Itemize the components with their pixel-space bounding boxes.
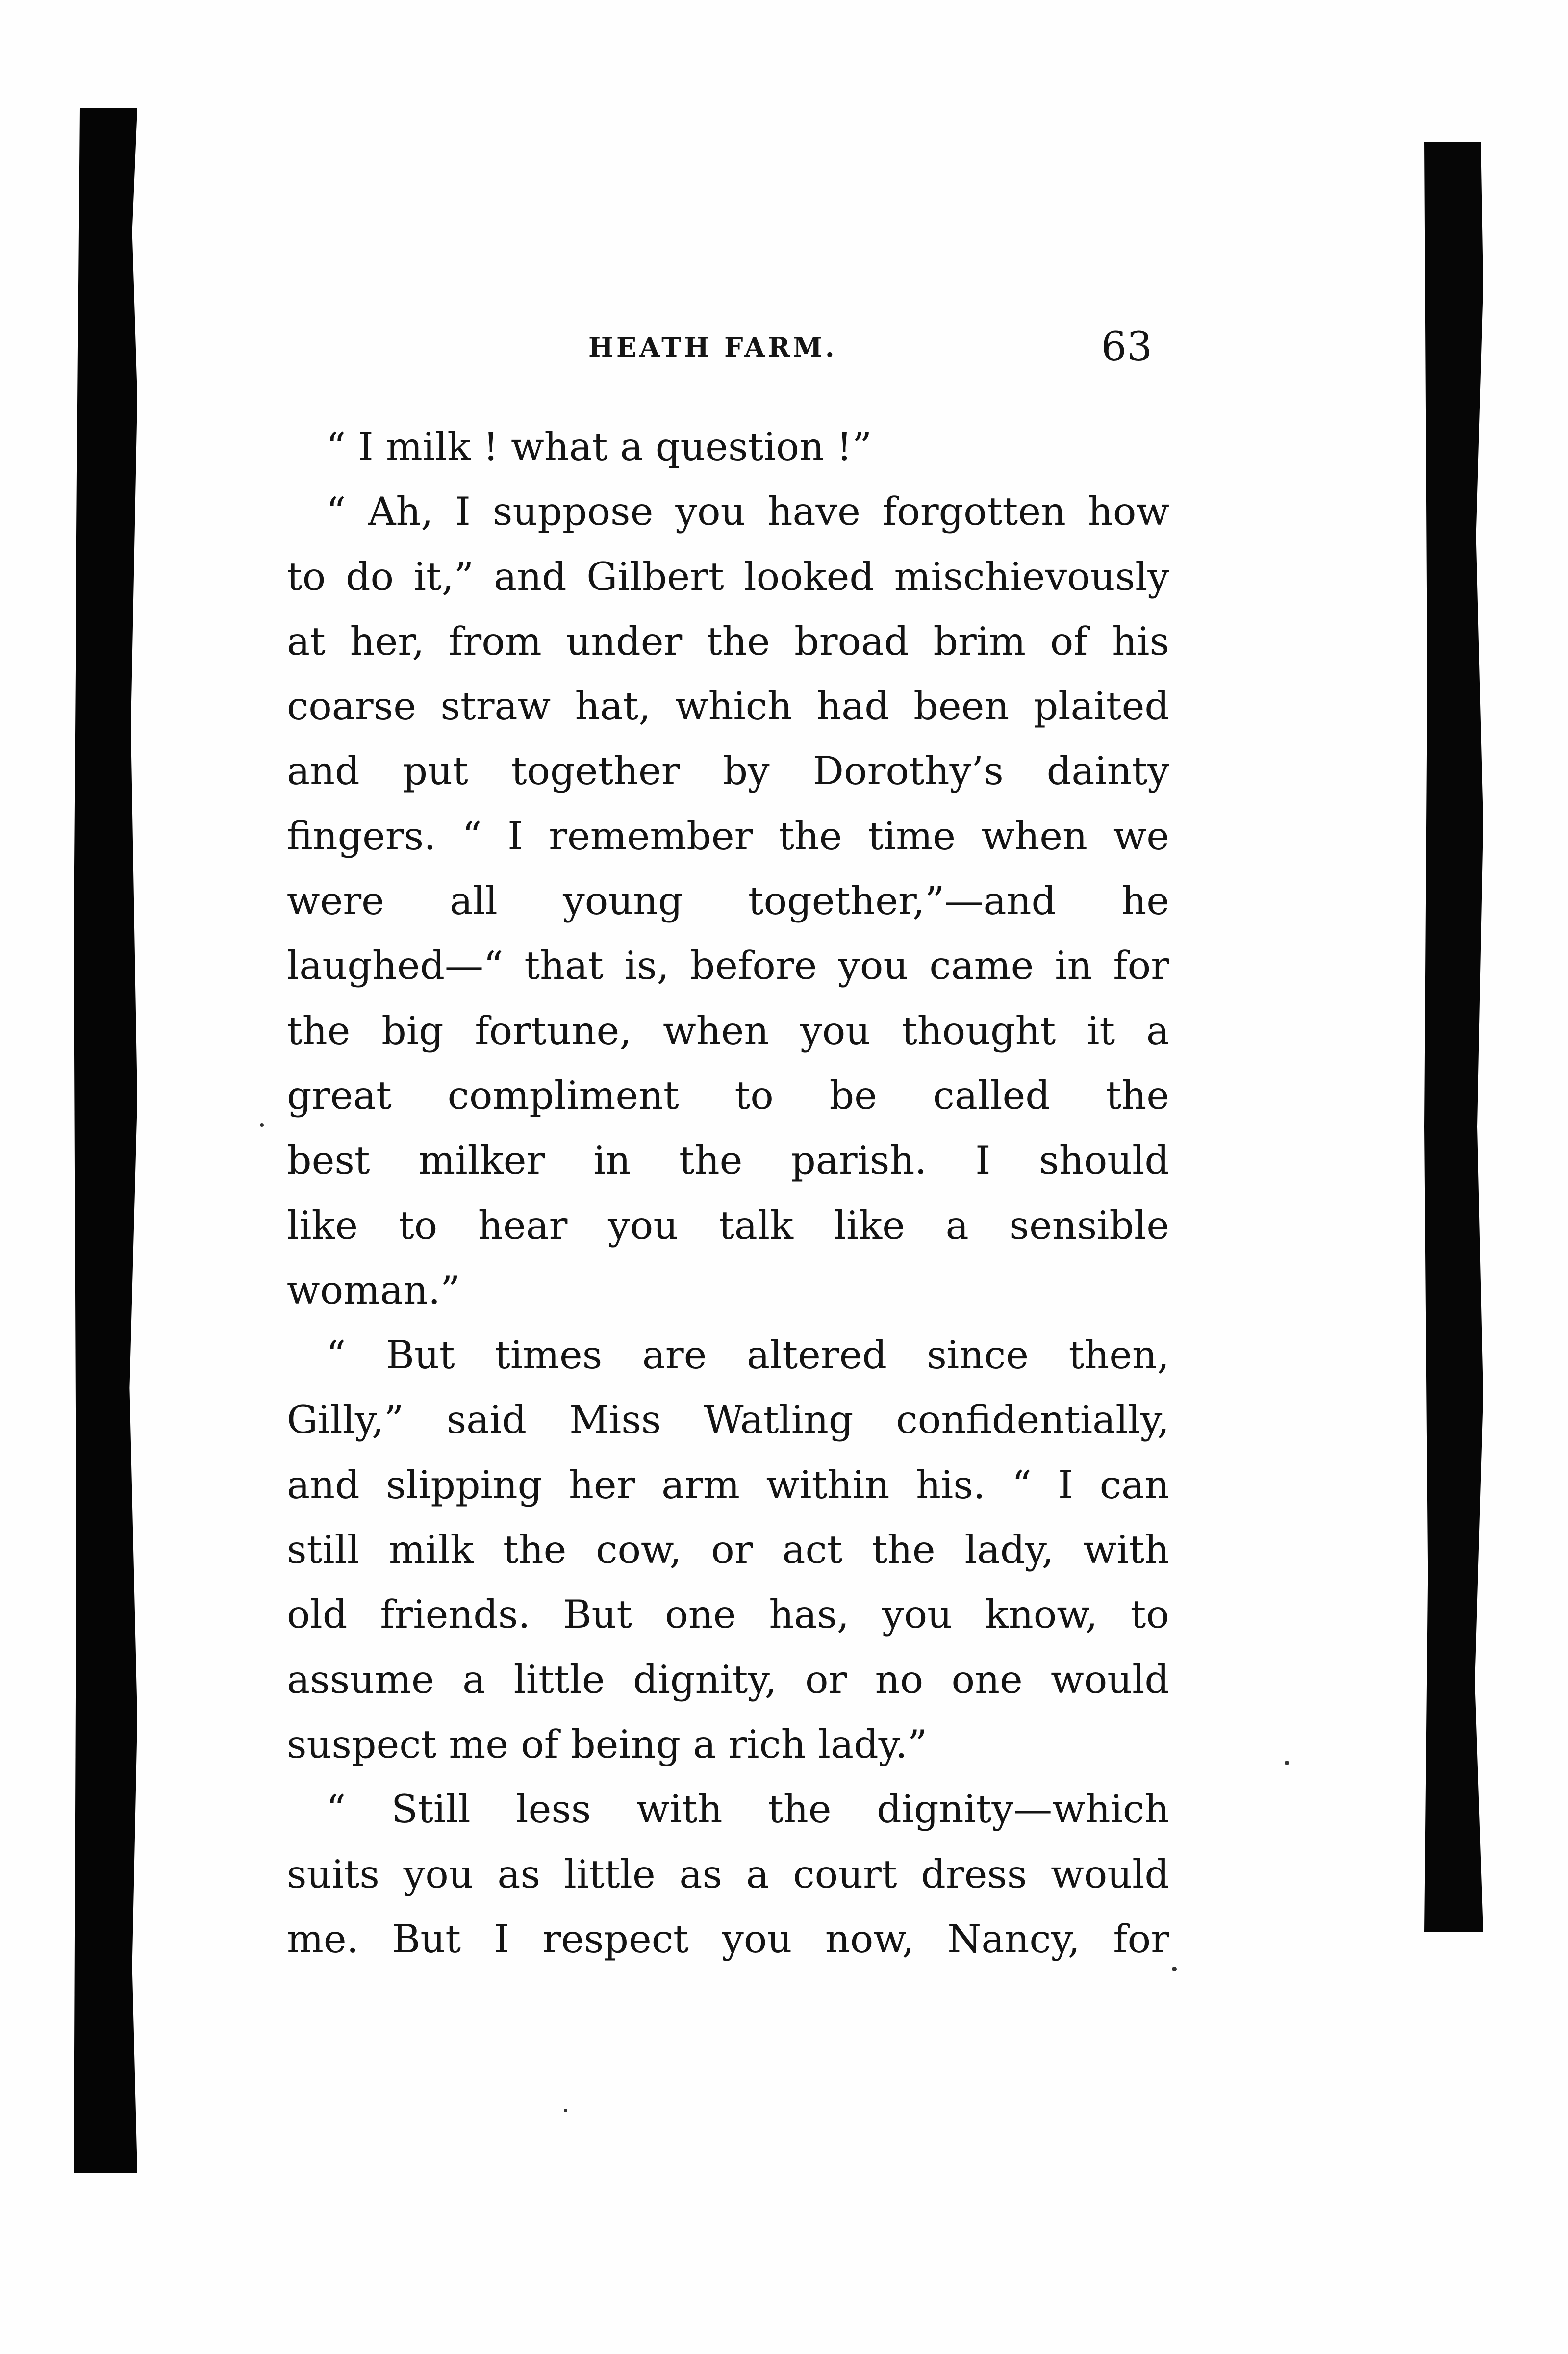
text-line: great compliment to be called the xyxy=(287,1073,1169,1118)
text-line: suspect me of being a rich lady.” xyxy=(287,1721,928,1767)
text-line: “ I milk ! what a question !” xyxy=(326,424,872,469)
text-line: still milk the cow, or act the lady, with xyxy=(287,1527,1169,1573)
text-line: woman.” xyxy=(287,1267,460,1313)
scan-speck xyxy=(564,2109,567,2112)
text-line: at her, from under the broad brim of his xyxy=(287,618,1169,664)
text-line: old friends. But one has, you know, to xyxy=(287,1592,1169,1638)
text-line: best milker in the parish. I should xyxy=(287,1138,1169,1183)
text-line: “ Still less with the dignity—which xyxy=(326,1787,1169,1832)
text-line: coarse straw hat, which had been plaited xyxy=(287,684,1169,729)
text-line: laughed—“ that is, before you came in for xyxy=(287,943,1169,989)
text-line: “ But times are altered since then, xyxy=(326,1332,1169,1378)
page-header xyxy=(289,324,1152,368)
text-line: Gilly,” said Miss Watling confidentially, xyxy=(287,1397,1169,1443)
scan-speck xyxy=(1285,1761,1289,1765)
text-line: fingers. “ I remember the time when we xyxy=(287,813,1169,859)
text-line: me. But I respect you now, Nancy, for xyxy=(287,1916,1169,1962)
running-head: HEATH FARM. xyxy=(588,332,837,363)
text-line: assume a little dignity, or no one would xyxy=(287,1657,1169,1702)
page-number: 63 xyxy=(1101,324,1152,370)
scan-speck xyxy=(260,1123,264,1127)
text-line: like to hear you talk like a sensible xyxy=(287,1203,1169,1248)
text-line: and put together by Dorothy’s dainty xyxy=(287,748,1169,794)
text-line: were all young together,”—and he xyxy=(287,878,1169,924)
text-line: to do it,” and Gilbert looked mischievously xyxy=(287,554,1169,599)
text-line: the big fortune, when you thought it a xyxy=(287,1008,1169,1053)
scan-edge-right xyxy=(1424,142,1483,1932)
text-line: “ Ah, I suppose you have forgotten how xyxy=(326,489,1169,535)
body-text xyxy=(287,414,1169,1971)
scan-edge-left xyxy=(74,108,137,2173)
scan-speck xyxy=(1172,1967,1177,1971)
text-line: and slipping her arm within his. “ I can xyxy=(287,1462,1169,1508)
text-line: suits you as little as a court dress would xyxy=(287,1851,1169,1897)
